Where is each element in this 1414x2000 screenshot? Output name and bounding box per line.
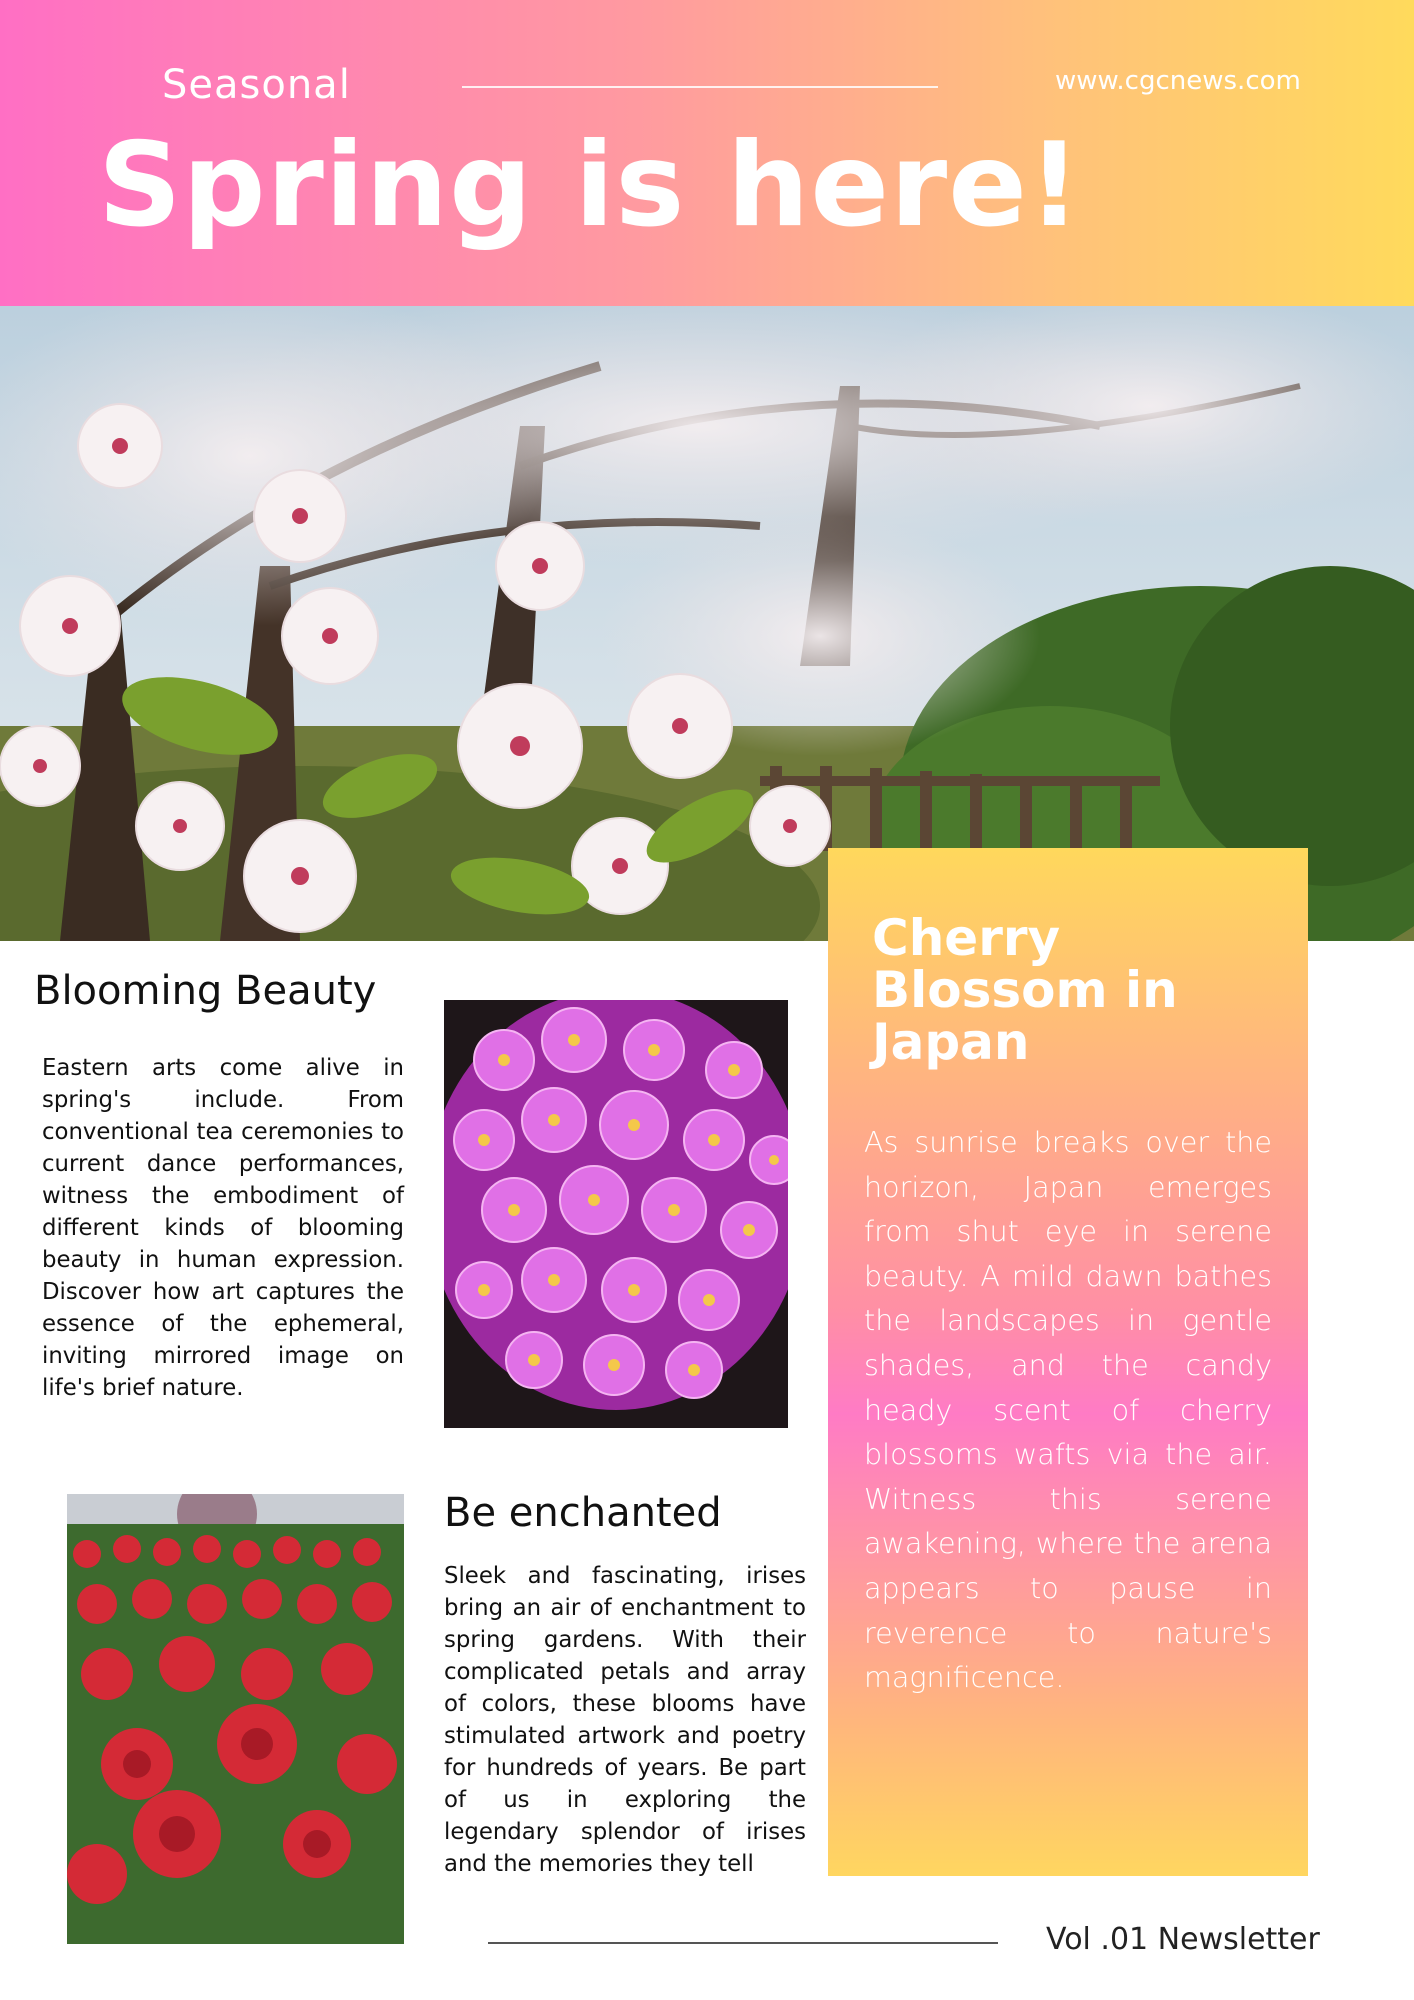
header-divider [462,86,938,88]
red-flowers-photo [67,1494,404,1944]
footer-divider [488,1942,998,1944]
feature-card-title: Cherry Blossom in Japan [872,909,1178,1071]
footer-volume-label: Vol .01 Newsletter [1046,1922,1320,1957]
header-banner [0,0,1414,306]
hero-cherry-blossom-photo [0,306,1414,941]
article-blooming-title: Blooming Beauty [34,968,377,1014]
feature-card-body: As sunrise breaks over the horizon, Japan emerges from shut eye in serene beauty. A mild dawn bathes the landscapes in gentle shades, and the candy heady scent of cherry blossoms wafts via the air. Witness this serene awakening, where the arena appears to pause in reverence to nature's magnificence. [864,1125,1272,1695]
header-kicker: Seasonal [162,62,351,108]
purple-flowers-photo [444,1000,788,1428]
feature-card [828,848,1308,1876]
page-title: Spring is here! [98,118,1082,253]
article-blooming-body: Eastern arts come alive in spring's include. From conventional tea ceremonies to current dance performances, witness the embodiment of different kinds of blooming beauty in human expression. Discover how art captures the essence of the ephemeral, inviting mirrored image on life's brief nature. [42,1055,404,1401]
article-enchanted-body: Sleek and fascinating, irises bring an air of enchantment to spring gardens. With their complicated petals and array of colors, these blooms have stimulated artwork and poetry for hundreds of years. Be part of us in exploring the legendary splendor of irises and the memories they tell [444,1563,806,1877]
article-enchanted-title: Be enchanted [444,1490,722,1536]
website-link[interactable]: www.cgcnews.com [1055,66,1301,96]
